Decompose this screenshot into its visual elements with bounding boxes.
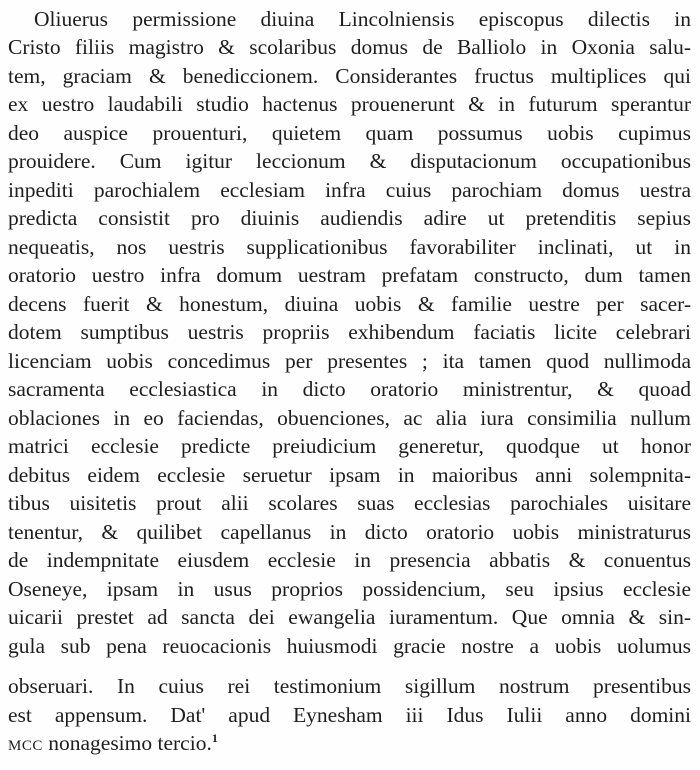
text-line: debitus eidem ecclesie seruetur ipsam in maioribus anni solempnita- xyxy=(8,463,691,487)
text-line: tibus uisitetis prout alii scolares suas ecclesias parochiales uisitare xyxy=(8,491,691,515)
text-line: licenciam uobis concedimus per presentes ; ita tamen quod nullimoda xyxy=(8,349,691,373)
text-line: est appensum. Dat' apud Eynesham iii Idus Iulii anno domini xyxy=(8,703,691,727)
footnote-marker[interactable]: 1 xyxy=(211,731,218,745)
roman-numeral-year: mcc xyxy=(8,731,43,755)
text-line: deo auspice prouenturi, quietem quam possumus uobis cupimus xyxy=(8,121,691,145)
text-line: dotem sumptibus uestris propriis exhibendum faciatis licite celebrari xyxy=(8,320,691,344)
text-line: uicarii prestet ad sancta dei ewangelia iuramentum. Que omnia & sin- xyxy=(8,605,691,629)
text-line: de indempnitate eiusdem ecclesie in presencia abbatis & conuentus xyxy=(8,548,691,572)
text-line: sacramenta ecclesiastica in dicto oratorio ministrentur, & quoad xyxy=(8,377,691,401)
text-line-final-words: nonagesimo tercio. xyxy=(42,731,212,755)
text-line: prouidere. Cum igitur leccionum & disputacionum occupationibus xyxy=(8,149,691,173)
text-line: oratorio uestro infra domum uestram prefatam constructo, dum tamen xyxy=(8,263,691,287)
text-line: gula sub pena reuocacionis huiusmodi gracie nostre a uobis uolumus xyxy=(8,634,691,658)
text-line: oblaciones in eo faciendas, obuenciones, ac alia iura consimilia nullum xyxy=(8,406,691,430)
text-line: decens fuerit & honestum, diuina uobis & familie uestre per sacer- xyxy=(8,292,691,316)
text-line: tenentur, & quilibet capellanus in dicto oratorio uobis ministraturus xyxy=(8,520,691,544)
text-line: Oliuerus permissione diuina Lincolniensis episcopus dilectis in xyxy=(34,7,691,31)
text-line: matrici ecclesie predicte preiudicium generetur, quodque ut honor xyxy=(8,434,691,458)
text-line: tem, graciam & benediccionem. Considerantes fructus multiplices qui xyxy=(8,64,691,88)
text-line: obseruari. In cuius rei testimonium sigillum nostrum presentibus xyxy=(8,674,691,698)
text-line-final xyxy=(8,729,691,757)
text-line: Oseneye, ipsam in usus proprios possidencium, seu ipsius ecclesie xyxy=(8,577,691,601)
text-line: Cristo filiis magistro & scolaribus domus de Balliolo in Oxonia salu- xyxy=(8,35,691,59)
text-line: predicta consistit pro diuinis audiendis adire ut pretenditis sepius xyxy=(8,206,691,230)
text-line: inpediti parochialem ecclesiam infra cuius parochiam domus uestra xyxy=(8,178,691,202)
text-line: ex uestro laudabili studio hactenus prouenerunt & in futurum sperantur xyxy=(8,92,691,116)
text-line: nequeatis, nos uestris supplicationibus favorabiliter inclinati, ut in xyxy=(8,235,691,259)
